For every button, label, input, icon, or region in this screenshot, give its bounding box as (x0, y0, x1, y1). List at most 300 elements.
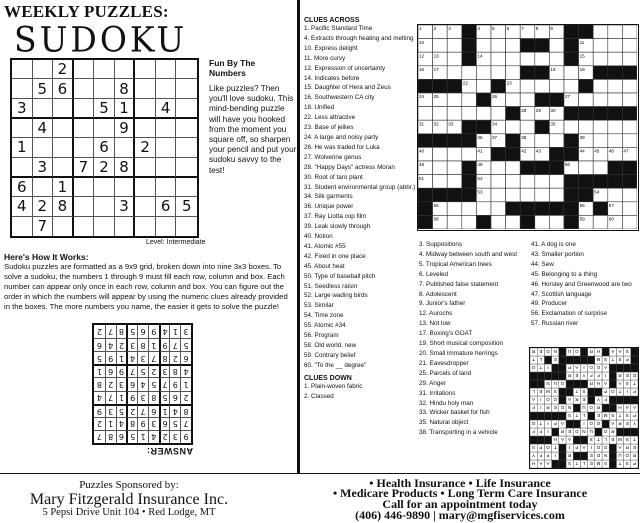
sudoku-cell (12, 60, 33, 79)
solution-letter: F (546, 452, 550, 458)
answer-cell: 5 (137, 364, 148, 377)
answer-cell: 6 (126, 377, 137, 390)
solution-black-cell (631, 356, 638, 364)
crossword-cell[interactable] (462, 93, 477, 107)
crossword-clue-number: 55 (433, 203, 439, 208)
crossword-cell[interactable] (462, 147, 477, 161)
solution-letter: S (589, 436, 593, 442)
crossword-cell[interactable] (447, 93, 462, 107)
crossword-black-cell (564, 39, 579, 53)
crossword-cell[interactable] (433, 161, 448, 175)
crossword-cell[interactable] (433, 39, 448, 53)
solution-letter: G (553, 396, 557, 402)
crossword-clue-number: 56 (579, 203, 585, 208)
crossword-black-cell (520, 215, 535, 229)
crossword-cell[interactable] (447, 202, 462, 216)
solution-letter: L (582, 412, 586, 418)
footer-divider (0, 473, 640, 474)
crossword-cell[interactable] (462, 215, 477, 229)
sudoku-cell: 2 (33, 197, 54, 216)
crossword-black-cell (608, 175, 623, 189)
sudoku-cell (156, 79, 177, 98)
solution-letter: O (596, 444, 601, 450)
crossword-clue-number: 36 (477, 135, 483, 140)
solution-black-cell (588, 412, 595, 420)
solution-black-cell (580, 356, 587, 364)
sudoku-logo: SUDOKU (14, 19, 188, 60)
crossword-cell[interactable] (593, 52, 608, 66)
crossword-black-cell (462, 52, 477, 66)
solution-letter: O (589, 404, 593, 410)
crossword-cell[interactable] (476, 107, 491, 121)
solution-black-cell (573, 452, 580, 460)
crossword-cell[interactable] (608, 93, 623, 107)
crossword-cell[interactable] (622, 134, 637, 148)
solution-letter: E (589, 460, 593, 466)
crossword-cell[interactable] (608, 25, 623, 39)
crossword-cell[interactable] (433, 107, 448, 121)
crossword-black-cell (535, 66, 550, 80)
crossword-cell[interactable] (593, 93, 608, 107)
crossword-black-cell (462, 25, 477, 39)
answer-cell: 2 (169, 351, 180, 364)
sudoku-cell (74, 119, 95, 138)
crossword-cell[interactable] (549, 52, 564, 66)
answer-cell: 1 (116, 351, 127, 364)
sudoku-cell: 3 (12, 99, 33, 119)
crossword-cell[interactable] (535, 215, 550, 229)
crossword-black-cell (535, 161, 550, 175)
solution-black-cell (588, 388, 595, 396)
crossword-cell[interactable] (476, 66, 491, 80)
crossword-cell[interactable] (506, 120, 521, 134)
sudoku-cell (156, 158, 177, 178)
sudoku-cell: 2 (94, 158, 115, 178)
down-list-col3 (531, 240, 639, 329)
crossword-cell[interactable] (622, 52, 637, 66)
answer-cell: 1 (116, 391, 127, 404)
crossword-cell[interactable] (476, 79, 491, 93)
crossword-cell[interactable] (564, 79, 579, 93)
crossword-cell[interactable] (622, 25, 637, 39)
crossword-clue-number: 18 (550, 67, 556, 72)
crossword-clue-number: 27 (565, 94, 571, 100)
crossword-cell[interactable] (491, 39, 506, 53)
crossword-cell[interactable] (447, 161, 462, 175)
answer-cell: 8 (169, 364, 180, 377)
crossword-cell[interactable] (535, 188, 550, 202)
crossword-black-cell (418, 79, 433, 93)
sudoku-cell (156, 138, 177, 157)
solution-letter: G (603, 444, 608, 450)
crossword-black-cell (418, 215, 433, 229)
solution-black-cell (580, 452, 587, 460)
solution-black-cell (602, 420, 609, 428)
solution-black-cell (544, 372, 551, 380)
answer-cell: 9 (169, 377, 180, 390)
crossword-cell[interactable] (622, 39, 637, 53)
answer-cell: 4 (126, 351, 137, 364)
crossword-cell[interactable] (506, 161, 521, 175)
sudoku-cell: 4 (12, 197, 33, 216)
crossword-cell[interactable] (549, 39, 564, 53)
answer-cell: 1 (159, 404, 170, 417)
crossword-cell[interactable] (535, 79, 550, 93)
solution-black-cell (537, 372, 544, 380)
crossword-cell[interactable] (608, 120, 623, 134)
crossword-cell[interactable] (491, 202, 506, 216)
clue-item: 52. Large wading birds (304, 292, 368, 300)
solution-black-cell (609, 372, 616, 380)
crossword-cell[interactable] (491, 175, 506, 189)
crossword-clue-number: 23 (506, 80, 512, 86)
crossword-cell[interactable] (564, 120, 579, 134)
sudoku-cell (176, 60, 197, 79)
solution-letter: R (575, 396, 579, 402)
sudoku-cell (33, 138, 54, 157)
crossword-cell[interactable] (520, 52, 535, 66)
solution-letter: H (531, 460, 536, 466)
solution-letter: D (596, 452, 601, 458)
crossword-black-cell (564, 25, 579, 39)
crossword-cell[interactable] (462, 66, 477, 80)
answer-cell: 4 (137, 377, 148, 390)
crossword-clue-number: 22 (462, 80, 468, 86)
solution-letter: E (553, 404, 557, 410)
sudoku-cell: 6 (12, 178, 33, 197)
solution-black-cell (631, 428, 638, 436)
solution-letter: I (547, 428, 549, 434)
crossword-black-cell (622, 66, 637, 80)
answer-cell: 4 (105, 338, 116, 351)
solution-letter: Y (596, 396, 600, 402)
crossword-cell[interactable] (549, 215, 564, 229)
solution-letter: E (568, 428, 572, 434)
crossword-cell[interactable] (608, 52, 623, 66)
crossword-black-cell (491, 79, 506, 93)
sudoku-cell (53, 158, 74, 178)
solution-letter: H (618, 404, 622, 410)
crossword-clue-number: 12 (419, 53, 425, 59)
sudoku-cell: 8 (115, 79, 136, 98)
answer-cell: 3 (148, 417, 159, 430)
crossword-cell[interactable] (608, 134, 623, 148)
crossword-cell[interactable] (506, 66, 521, 80)
crossword-cell[interactable] (535, 52, 550, 66)
crossword-cell[interactable] (520, 79, 535, 93)
solution-letter: T (632, 436, 636, 442)
solution-black-cell (609, 396, 616, 404)
sudoku-cell (94, 217, 115, 236)
crossword-black-cell (462, 161, 477, 175)
solution-letter: M (603, 412, 608, 418)
solution-letter: E (539, 388, 543, 394)
crossword-black-cell (579, 175, 594, 189)
solution-black-cell (552, 460, 559, 468)
sudoku-cell (94, 178, 115, 197)
clue-item: 44. Sew (531, 260, 554, 268)
solution-letter: E (596, 412, 600, 418)
solution-letter: O (546, 396, 550, 402)
solution-black-cell (559, 388, 566, 396)
clue-item: 20. Small immature herrings (419, 349, 498, 357)
crossword-cell[interactable] (447, 147, 462, 161)
solution-letter: L (532, 388, 535, 394)
down-list-col2 (419, 240, 531, 438)
crossword-cell[interactable] (608, 79, 623, 93)
crossword-cell[interactable] (622, 93, 637, 107)
sudoku-cell (156, 178, 177, 197)
solution-letter: D (560, 404, 565, 410)
answer-cell: 5 (169, 417, 180, 430)
solution-letter: O (531, 420, 536, 426)
crossword-cell[interactable] (593, 39, 608, 53)
crossword-cell[interactable] (535, 175, 550, 189)
solution-black-cell (580, 348, 587, 356)
crossword-cell[interactable] (506, 188, 521, 202)
solution-letter: M (596, 460, 601, 466)
solution-letter: T (596, 436, 600, 442)
crossword-cell[interactable] (593, 120, 608, 134)
crossword-clue-number: 34 (492, 121, 498, 127)
crossword-black-cell (622, 161, 637, 175)
crossword-black-cell (520, 66, 535, 80)
clue-item: 29. Anger (419, 379, 446, 387)
solution-letter: T (618, 388, 622, 394)
answer-cell: 2 (116, 338, 127, 351)
solution-letter: F (604, 396, 608, 402)
crossword-cell[interactable] (433, 147, 448, 161)
sudoku-cell (74, 138, 95, 157)
clue-item: 11. More curvy (304, 54, 346, 62)
crossword-cell[interactable] (506, 175, 521, 189)
solution-letter: A (568, 436, 572, 442)
crossword-cell[interactable] (520, 93, 535, 107)
crossword-cell[interactable] (433, 175, 448, 189)
crossword-cell[interactable] (608, 39, 623, 53)
solution-letter: E (611, 436, 615, 442)
answer-cell: 5 (159, 391, 170, 404)
crossword-cell[interactable] (418, 107, 433, 121)
clue-item: 47. Scottish language (531, 290, 592, 298)
crossword-cell[interactable] (593, 215, 608, 229)
crossword-cell[interactable] (506, 39, 521, 53)
solution-letter: T (575, 412, 579, 418)
solution-letter: T (611, 356, 615, 362)
crossword-cell[interactable] (593, 161, 608, 175)
clue-item: 46. Horsley and Greenwood are two (531, 280, 632, 288)
solution-letter: P (553, 420, 557, 426)
crossword-cell[interactable] (491, 188, 506, 202)
crossword-cell[interactable] (520, 175, 535, 189)
sudoku-cell (74, 79, 95, 98)
crossword-cell[interactable] (447, 66, 462, 80)
crossword-cell[interactable] (476, 202, 491, 216)
clue-item: 56. Exclamation of surprise (531, 310, 607, 318)
crossword-cell[interactable] (462, 107, 477, 121)
crossword-cell[interactable] (593, 25, 608, 39)
crossword-cell[interactable] (622, 79, 637, 93)
answer-cell: 6 (105, 364, 116, 377)
crossword-black-cell (564, 147, 579, 161)
solution-letter: F (532, 404, 536, 410)
solution-black-cell (609, 460, 616, 468)
sudoku-cell (12, 79, 33, 98)
crossword-black-cell (549, 202, 564, 216)
crossword-cell[interactable] (491, 66, 506, 80)
crossword-black-cell (418, 188, 433, 202)
crossword-clue-number: 60 (608, 216, 614, 222)
answer-cell: 7 (159, 377, 170, 390)
answer-cell: 4 (116, 417, 127, 430)
solution-black-cell (544, 436, 551, 444)
solution-letter: R (611, 428, 615, 434)
crossword-black-cell (549, 161, 564, 175)
crossword-cell[interactable] (506, 93, 521, 107)
sponsored-by: Puzzles Sponsored by: (79, 479, 179, 491)
crossword-clue-number: 39 (579, 135, 585, 140)
solution-letter: T (618, 460, 622, 466)
crossword-clue-number: 48 (419, 162, 425, 168)
solution-letter: O (546, 444, 550, 450)
solution-black-cell (616, 428, 623, 436)
crossword-cell[interactable] (593, 79, 608, 93)
crossword-black-cell (535, 120, 550, 134)
crossword-black-cell (476, 120, 491, 134)
crossword-cell[interactable] (520, 188, 535, 202)
crossword-cell[interactable] (579, 93, 594, 107)
sudoku-cell: 3 (115, 197, 136, 216)
crossword-black-cell (506, 147, 521, 161)
solution-letter: S (618, 356, 622, 362)
crossword-black-cell (622, 175, 637, 189)
crossword-cell[interactable] (447, 215, 462, 229)
answer-cell: 9 (126, 391, 137, 404)
crossword-cell[interactable] (447, 107, 462, 121)
solution-letter: T (553, 444, 557, 450)
crossword-cell[interactable] (608, 188, 623, 202)
solution-letter: N (553, 348, 557, 354)
crossword-cell[interactable] (622, 120, 637, 134)
solution-letter: S (625, 460, 629, 466)
sudoku-answer (92, 323, 193, 445)
sudoku-cell: 2 (135, 138, 156, 157)
solution-black-cell (559, 460, 566, 468)
answer-cell: 6 (169, 391, 180, 404)
solution-letter: R (589, 348, 593, 354)
crossword-cell[interactable] (622, 215, 637, 229)
solution-black-cell (537, 436, 544, 444)
crossword-cell[interactable] (549, 134, 564, 148)
solution-black-cell (616, 364, 623, 372)
clue-item: 8. Adolescent (419, 290, 457, 298)
crossword-cell[interactable] (447, 175, 462, 189)
solution-letter: S (625, 380, 629, 386)
crossword-clue-number: 41 (477, 148, 483, 154)
answer-cell: 1 (105, 417, 116, 430)
sudoku-cell (176, 178, 197, 197)
solution-letter: I (547, 364, 549, 370)
clue-item: 13. Not low (419, 320, 451, 328)
crossword-cell[interactable] (462, 202, 477, 216)
sudoku-cell (135, 197, 156, 216)
crossword-cell[interactable] (491, 161, 506, 175)
answer-cell: 5 (94, 351, 105, 364)
services-line-1: • Health Insurance • Life Insurance (369, 476, 551, 490)
crossword-cell[interactable] (520, 120, 535, 134)
clue-item: 19. Short musical composition (419, 340, 503, 348)
crossword-cell[interactable] (491, 107, 506, 121)
crossword-cell[interactable] (593, 134, 608, 148)
sudoku-cell: 1 (53, 178, 74, 197)
crossword-cell[interactable] (506, 52, 521, 66)
crossword-cell[interactable] (535, 134, 550, 148)
crossword-cell[interactable] (579, 161, 594, 175)
sudoku-cell (115, 217, 136, 236)
sudoku-cell (94, 60, 115, 79)
solution-letter: T (575, 460, 579, 466)
contact-line: (406) 446-9890 | mary@mgfiservices.com (355, 508, 565, 522)
solution-letter: T (575, 388, 579, 394)
answer-cell: 7 (105, 325, 116, 338)
solution-black-cell (631, 348, 638, 356)
crossword-cell[interactable] (476, 39, 491, 53)
crossword-cell[interactable] (549, 188, 564, 202)
clue-item: 60. "To the __ degree" (304, 361, 367, 369)
sudoku-cell (74, 99, 95, 119)
crossword-clue-number: 32 (433, 121, 439, 127)
clue-item: 55. Atomic #34 (304, 322, 346, 330)
solution-letter: S (625, 412, 629, 418)
crossword-solution (529, 347, 639, 469)
crossword-cell[interactable] (549, 79, 564, 93)
solution-letter: E (582, 396, 586, 402)
crossword-clue-number: 54 (594, 189, 600, 195)
solution-letter: E (632, 444, 636, 450)
crossword-clue-number: 10 (419, 39, 425, 45)
crossword-cell[interactable] (549, 175, 564, 189)
crossword-cell[interactable] (447, 39, 462, 53)
crossword-clue-number: 4 (477, 26, 480, 32)
answer-cell: 2 (105, 377, 116, 390)
solution-letter: S (553, 388, 557, 394)
crossword-cell[interactable] (506, 215, 521, 229)
sudoku-cell (33, 99, 54, 119)
crossword-cell[interactable] (491, 52, 506, 66)
clue-item: 25. Parcels of land (419, 369, 472, 377)
solution-letter: S (611, 412, 615, 418)
solution-black-cell (552, 372, 559, 380)
solution-letter: P (632, 388, 636, 394)
solution-letter: R (531, 348, 536, 354)
crossword-cell[interactable] (579, 120, 594, 134)
crossword-cell[interactable] (491, 215, 506, 229)
crossword-cell[interactable] (447, 52, 462, 66)
crossword-cell[interactable] (622, 188, 637, 202)
crossword-black-cell (491, 147, 506, 161)
crossword-clue-number: 14 (477, 53, 483, 59)
solution-letter: D (546, 348, 550, 354)
solution-letter: I (547, 420, 549, 426)
solution-letter: E (589, 452, 593, 458)
clue-item: 1. Pacific Standard Time (304, 25, 373, 32)
crossword-cell[interactable] (622, 202, 637, 216)
crossword-cell[interactable] (564, 66, 579, 80)
answer-cell: 7 (148, 351, 159, 364)
difficulty-level: Level: Intermediate (146, 239, 206, 246)
answer-cell: 2 (96, 327, 102, 337)
clue-item: 36. Unique power (304, 203, 354, 211)
